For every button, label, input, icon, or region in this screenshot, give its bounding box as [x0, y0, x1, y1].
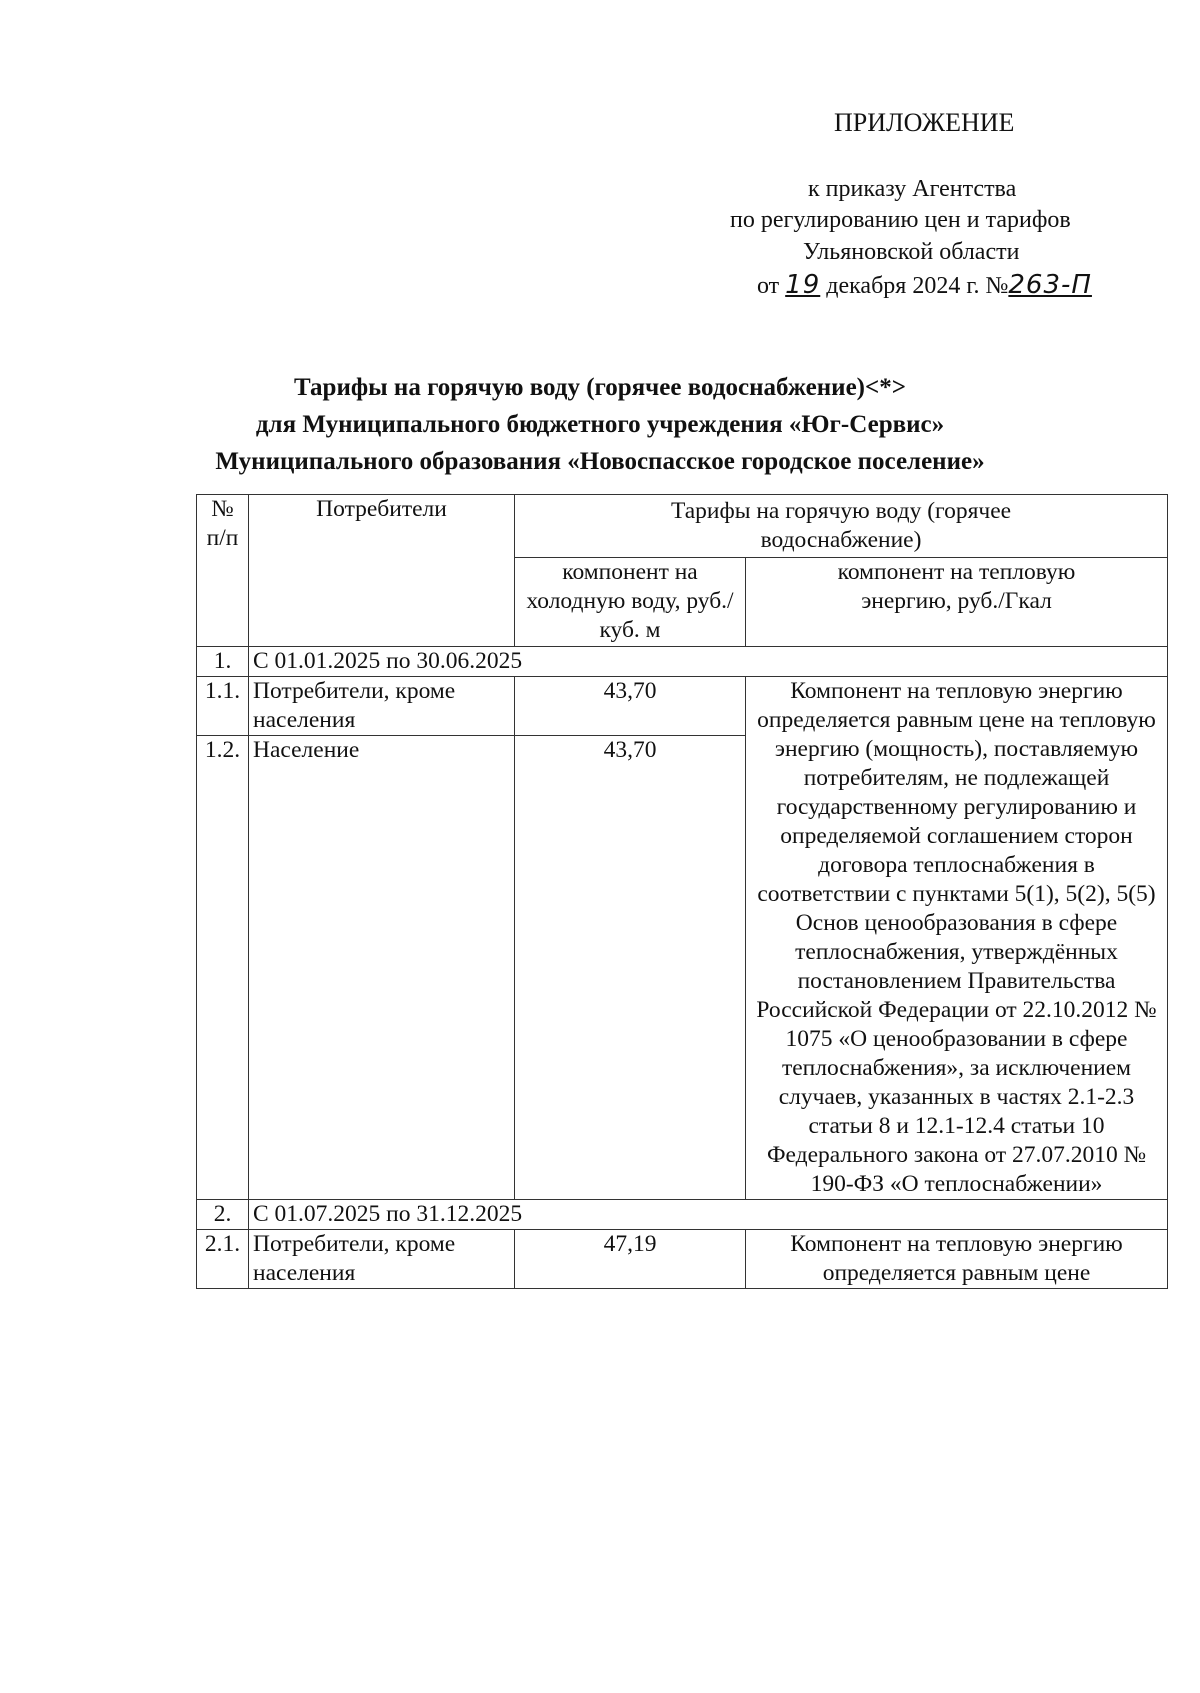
- row-consumer: Потребители, кроме населения: [249, 1230, 515, 1289]
- header-consumers: Потребители: [249, 495, 515, 647]
- order-date-line: [757, 270, 1092, 300]
- row-consumer: Потребители, кроме населения: [249, 677, 515, 736]
- title-line-2: для Муниципального бюджетного учреждения «Юг-Сервис»: [255, 411, 945, 438]
- row-heat-note: Компонент на тепловую энергию определяется равным цене: [746, 1230, 1168, 1289]
- section-period: С 01.01.2025 по 30.06.2025: [249, 647, 1168, 677]
- section-row: [197, 1200, 1168, 1230]
- header-num: № п/п: [197, 495, 249, 647]
- title-line-3: Муниципального образования «Новоспасское городское поселение»: [215, 448, 985, 475]
- table-header-row-1: [197, 495, 1168, 558]
- table-row: [197, 677, 1168, 736]
- appendix-heading: ПРИЛОЖЕНИЕ: [834, 108, 1015, 137]
- row-consumer: Население: [249, 736, 515, 1200]
- row-num: 1.1.: [197, 677, 249, 736]
- date-rest: декабря 2024 г. №: [826, 273, 1009, 299]
- row-cold-value: 47,19: [515, 1230, 746, 1289]
- tariffs-table: [196, 494, 1168, 1289]
- order-number-handwritten: 263-П: [1008, 270, 1092, 300]
- section-num: 1.: [197, 647, 249, 677]
- section-period: С 01.07.2025 по 31.12.2025: [249, 1200, 1168, 1230]
- header-tariffs: Тарифы на горячую воду (горячее водоснабжение): [515, 495, 1168, 558]
- section-num: 2.: [197, 1200, 249, 1230]
- date-day-handwritten: 19: [785, 270, 821, 300]
- table-row: [197, 1230, 1168, 1289]
- header-cold-component: компонент на холодную воду, руб./куб. м: [515, 558, 746, 647]
- row-cold-value: 43,70: [515, 677, 746, 736]
- section-row: [197, 647, 1168, 677]
- document-title: [100, 369, 1100, 480]
- title-line-1: Тарифы на горячую воду (горячее водоснабжение)<*>: [294, 374, 906, 401]
- header-heat-component: компонент на тепловую энергию, руб./Гкал: [746, 558, 1168, 647]
- date-prefix: от: [757, 273, 780, 299]
- header-line-1: к приказу Агентства: [808, 176, 1017, 202]
- header-line-3: Ульяновской области: [803, 239, 1020, 265]
- row-heat-note: Компонент на тепловую энергию определяется равным цене на тепловую энергию (мощность), поставляемую потребителям, не подлежащей государственному регулированию и определяемой соглашением сторон договора теплоснабжения в соответствии с пунктами 5(1), 5(2), 5(5) Основ ценообразования в сфере теплоснабжения, утверждённых постановлением Правительства Российской Федерации от 22.10.2012 № 1075 «О ценообразовании в сфере теплоснабжения», за исключением случаев, указанных в частях 2.1-2.3 статьи 8 и 12.1-12.4 статьи 10 Федерального закона от 27.07.2010 № 190-ФЗ «О теплоснабжении»: [746, 677, 1168, 1200]
- row-num: 1.2.: [197, 736, 249, 1200]
- row-cold-value: 43,70: [515, 736, 746, 1200]
- header-line-2: по регулированию цен и тарифов: [730, 207, 1071, 233]
- row-num: 2.1.: [197, 1230, 249, 1289]
